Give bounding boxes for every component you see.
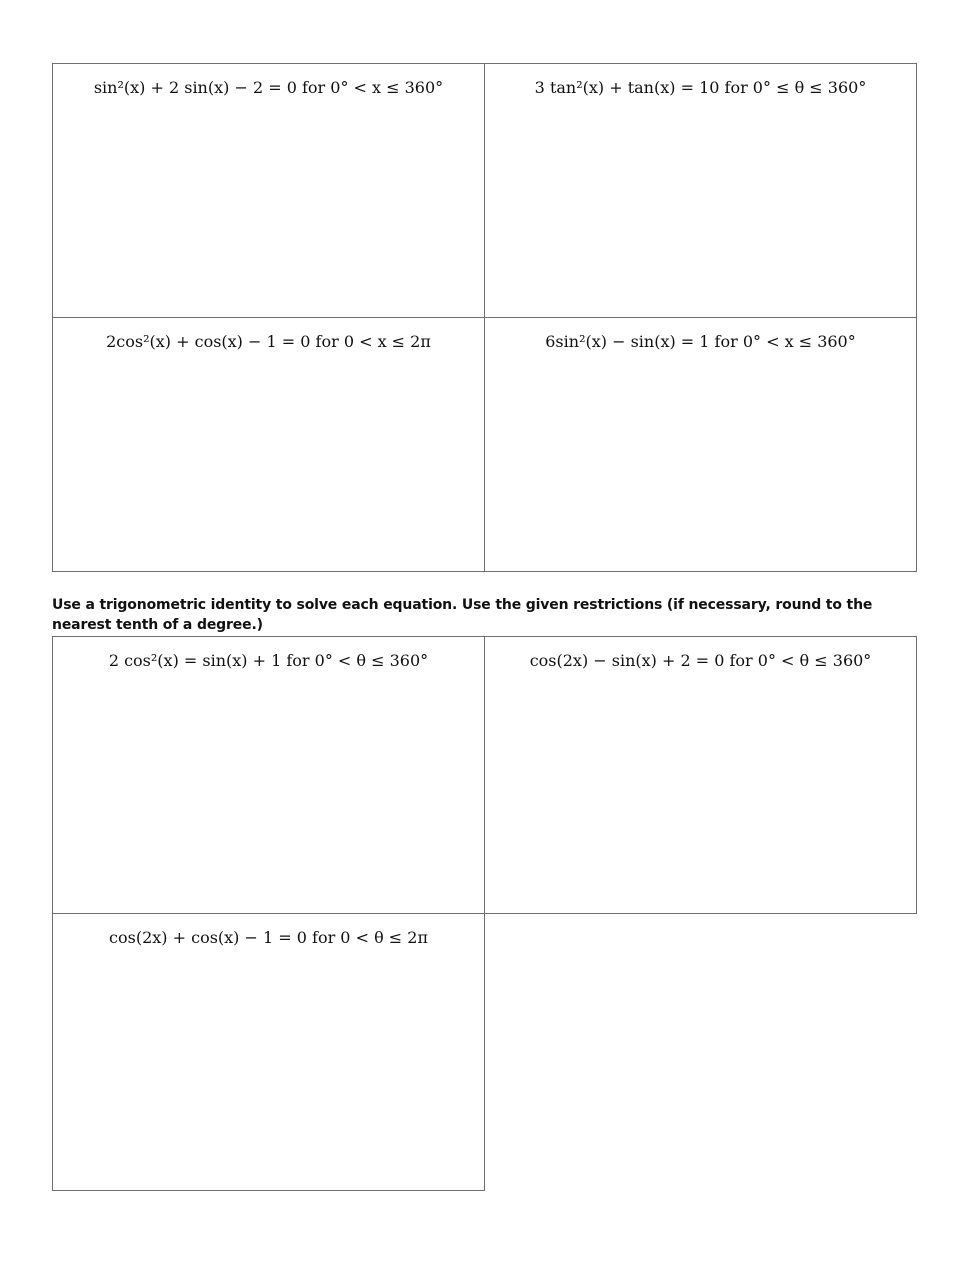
equation: 2cos²(x) + cos(x) − 1 = 0 for 0 < x ≤ 2π xyxy=(106,332,431,351)
problem-cell xyxy=(53,318,485,572)
equation: cos(2x) + cos(x) − 1 = 0 for 0 < θ ≤ 2π xyxy=(109,928,428,947)
equation: sin²(x) + 2 sin(x) − 2 = 0 for 0° < x ≤ 360° xyxy=(93,78,444,97)
problem-cell xyxy=(53,64,485,318)
equation: 2 cos²(x) = sin(x) + 1 for 0° < θ ≤ 360° xyxy=(108,651,429,670)
problem-grid-1 xyxy=(52,63,917,572)
problem-cell xyxy=(485,318,917,572)
equation: cos(2x) − sin(x) + 2 = 0 for 0° < θ ≤ 360° xyxy=(529,651,872,670)
equation: 6sin²(x) − sin(x) = 1 for 0° < x ≤ 360° xyxy=(545,332,856,351)
empty-cell xyxy=(485,914,917,1191)
problem-grid-2 xyxy=(52,636,917,1191)
equation: 3 tan²(x) + tan(x) = 10 for 0° ≤ θ ≤ 360° xyxy=(534,78,867,97)
section-instructions: Use a trigonometric identity to solve each equation. Use the given restrictions (if necessary, round to the nearest tenth of a degree.) xyxy=(52,597,873,633)
problem-cell xyxy=(53,914,485,1191)
problem-cell xyxy=(53,637,485,914)
problem-cell xyxy=(485,637,917,914)
problem-cell xyxy=(485,64,917,318)
